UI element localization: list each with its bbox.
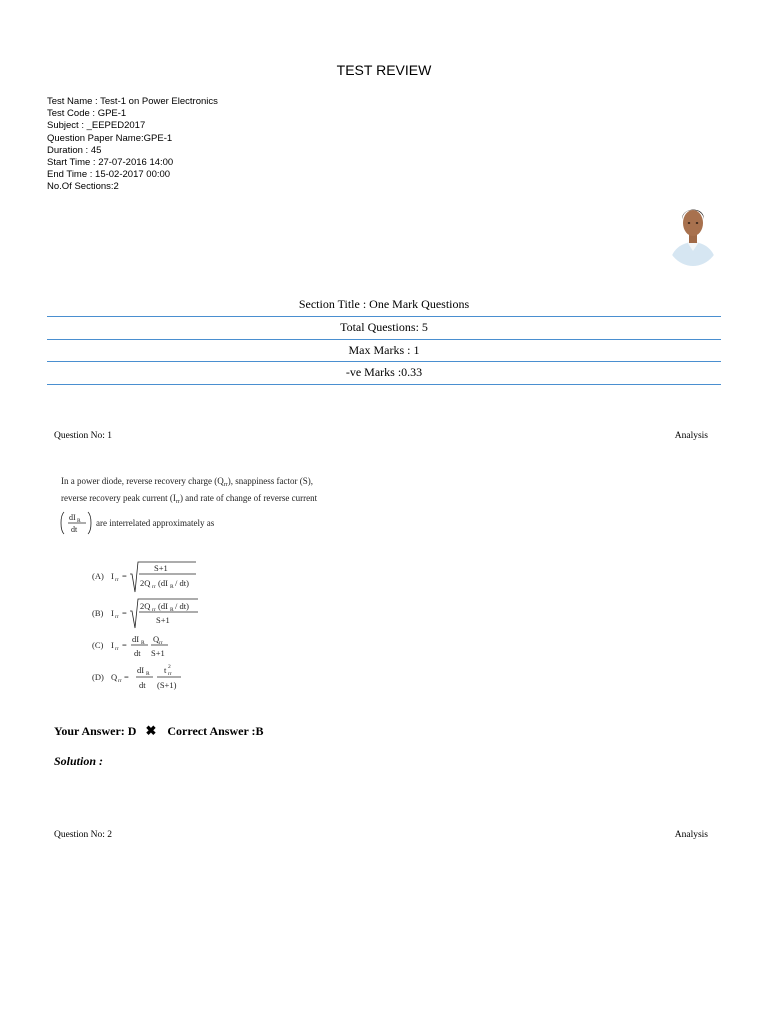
subject: Subject : _EEPED2017 (47, 120, 146, 132)
correct-answer: Correct Answer :B (167, 724, 264, 738)
svg-text:S+1: S+1 (151, 648, 165, 658)
test-name: Test Name : Test-1 on Power Electronics (47, 96, 218, 107)
question-1-figure (58, 470, 368, 695)
svg-text:(B): (B) (92, 608, 104, 618)
svg-text:dI: dI (137, 665, 145, 675)
dir-dt-fraction (61, 512, 91, 534)
svg-text:R: R (141, 640, 145, 646)
svg-text:I: I (111, 608, 114, 618)
stem-line-3: are interrelated approximately as (96, 518, 215, 528)
section-summary-table (47, 316, 721, 385)
question-1-header (54, 431, 708, 441)
svg-text:/ dt): / dt) (175, 578, 189, 588)
analysis-link[interactable]: Analysis (674, 431, 708, 441)
svg-text:rr: rr (168, 671, 172, 677)
svg-text:2Q: 2Q (140, 601, 151, 611)
svg-text:(dI: (dI (158, 578, 168, 588)
svg-text:Q: Q (111, 672, 118, 682)
candidate-photo (665, 197, 721, 267)
option-c (92, 634, 168, 658)
svg-text:rr: rr (115, 646, 119, 652)
svg-text:rr: rr (152, 607, 156, 613)
svg-text:I: I (111, 640, 114, 650)
svg-text:rr: rr (118, 678, 122, 684)
svg-text:rr: rr (115, 577, 119, 583)
svg-text:R: R (170, 607, 174, 613)
svg-text:(S+1): (S+1) (157, 680, 177, 690)
svg-text:dt: dt (139, 680, 146, 690)
analysis-link[interactable]: Analysis (674, 830, 708, 840)
section-title: Section Title : One Mark Questions (298, 297, 470, 311)
svg-text:dI: dI (132, 634, 140, 644)
svg-text:/ dt): / dt) (175, 601, 189, 611)
negative-marks: -ve Marks :0.33 (47, 361, 721, 385)
svg-text:(C): (C) (92, 640, 104, 650)
option-a (92, 562, 196, 592)
svg-text:S+1: S+1 (154, 563, 168, 573)
option-b (92, 599, 198, 628)
solution-label: Solution : (54, 754, 104, 768)
svg-text:R: R (77, 518, 81, 524)
svg-text:=: = (122, 571, 127, 581)
svg-text:rr: rr (115, 614, 119, 620)
stem-line-1: In a power diode, reverse recovery charge $(Q_{rr})$, snappiness factor (S), (61, 476, 313, 488)
svg-text:(dI: (dI (158, 601, 168, 611)
svg-text:dI: dI (69, 513, 76, 522)
test-info (47, 96, 218, 194)
max-marks: Max Marks : 1 (47, 339, 721, 362)
test-code: Test Code : GPE-1 (47, 108, 127, 120)
svg-text:=: = (122, 640, 127, 650)
answer-line (54, 723, 264, 739)
svg-text:R: R (170, 584, 174, 590)
your-answer: Your Answer: D (54, 724, 137, 738)
stem-line-2: reverse recovery peak current $(I_{rr})$ and rate of change of reverse current (61, 493, 318, 505)
svg-text:dt: dt (134, 648, 141, 658)
total-questions: Total Questions: 5 (47, 316, 721, 339)
sections-count: No.Of Sections:2 (47, 181, 119, 193)
svg-text:R: R (146, 671, 150, 677)
svg-text:(D): (D) (92, 672, 104, 682)
page-title: TEST REVIEW (336, 62, 432, 78)
option-d (92, 664, 181, 690)
svg-text:dt: dt (71, 525, 78, 534)
svg-text:Q: Q (153, 634, 160, 644)
wrong-icon: ✖ (145, 723, 157, 738)
svg-text:rr: rr (152, 584, 156, 590)
question-2-header (54, 830, 708, 840)
svg-text:S+1: S+1 (156, 615, 170, 625)
question-number: Question No: 2 (54, 830, 113, 840)
svg-text:=: = (122, 608, 127, 618)
svg-text:I: I (111, 571, 114, 581)
question-number: Question No: 1 (54, 431, 113, 441)
duration: Duration : 45 (47, 144, 102, 156)
paper-name: Question Paper Name:GPE-1 (47, 132, 173, 144)
start-time: Start Time : 27-07-2016 14:00 (47, 157, 174, 169)
svg-text:t: t (164, 665, 167, 675)
end-time: End Time : 15-02-2017 00:00 (47, 169, 171, 181)
svg-text:=: = (124, 672, 129, 682)
svg-text:rr: rr (159, 640, 163, 646)
svg-text:(A): (A) (92, 571, 104, 581)
svg-text:2Q: 2Q (140, 578, 151, 588)
svg-text:2: 2 (168, 664, 171, 670)
